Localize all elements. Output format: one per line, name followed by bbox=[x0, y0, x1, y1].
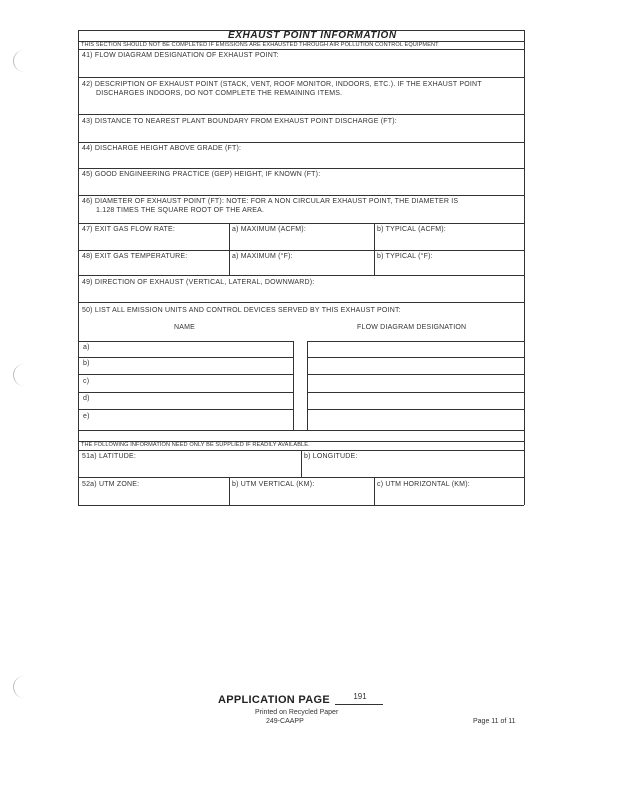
rule bbox=[229, 223, 230, 275]
rule bbox=[78, 477, 524, 478]
rule bbox=[78, 77, 524, 78]
col-flow-header: FLOW DIAGRAM DESIGNATION bbox=[357, 324, 467, 331]
form-frame-right bbox=[524, 30, 525, 505]
rule bbox=[301, 450, 302, 477]
q52b-label: b) UTM VERTICAL (KM): bbox=[232, 481, 315, 488]
q42-label: 42) DESCRIPTION OF EXHAUST POINT (STACK, VENT, ROOF MONITOR, INDOORS, ETC.). IF THE EXHAUST POINT bbox=[82, 81, 482, 88]
rule bbox=[78, 392, 293, 393]
application-page-label: APPLICATION PAGE bbox=[218, 694, 330, 706]
rule bbox=[307, 341, 308, 430]
rule bbox=[374, 477, 375, 505]
q46-label-cont: 1.128 TIMES THE SQUARE ROOT OF THE AREA. bbox=[96, 207, 265, 214]
q45-label: 45) GOOD ENGINEERING PRACTICE (GEP) HEIGHT, IF KNOWN (FT): bbox=[82, 171, 321, 178]
rule bbox=[78, 250, 524, 251]
application-page-number: 191 bbox=[353, 692, 367, 701]
q44-label: 44) DISCHARGE HEIGHT ABOVE GRADE (FT): bbox=[82, 145, 242, 152]
notice-text: THIS SECTION SHOULD NOT BE COMPLETED IF EMISSIONS ARE EXHAUSTED THROUGH AIR POLLUTION CONTROL EQUIPMENT bbox=[81, 42, 439, 48]
row-label-a: a) bbox=[83, 344, 90, 351]
q52a-label: 52a) UTM ZONE: bbox=[82, 481, 140, 488]
page-number-underline bbox=[335, 704, 383, 705]
rule bbox=[78, 374, 293, 375]
rule bbox=[78, 409, 293, 410]
binder-punch-mark bbox=[13, 50, 28, 72]
recycled-paper-note: Printed on Recycled Paper bbox=[255, 709, 339, 716]
q51b-label: b) LONGITUDE: bbox=[304, 453, 358, 460]
rule bbox=[78, 223, 524, 224]
row-label-e: e) bbox=[83, 413, 90, 420]
q46-label: 46) DIAMETER OF EXHAUST POINT (FT): NOTE: FOR A NON CIRCULAR EXHAUST POINT, THE DIAMETER IS bbox=[82, 198, 459, 205]
q42-label-cont: DISCHARGES INDOORS, DO NOT COMPLETE THE REMAINING ITEMS. bbox=[96, 90, 343, 97]
q47a-label: a) MAXIMUM (ACFM): bbox=[232, 226, 306, 233]
q41-label: 41) FLOW DIAGRAM DESIGNATION OF EXHAUST POINT: bbox=[82, 52, 279, 59]
rule bbox=[78, 357, 293, 358]
rule bbox=[78, 430, 524, 431]
rule bbox=[78, 302, 524, 303]
rule bbox=[78, 505, 524, 506]
rule bbox=[307, 392, 524, 393]
rule bbox=[307, 341, 524, 342]
form-code: 249-CAAPP bbox=[266, 718, 304, 725]
rule bbox=[307, 374, 524, 375]
q47-label: 47) EXIT GAS FLOW RATE: bbox=[82, 226, 176, 233]
rule bbox=[78, 49, 524, 50]
col-name-header: NAME bbox=[174, 324, 196, 331]
q43-label: 43) DISTANCE TO NEAREST PLANT BOUNDARY FROM EXHAUST POINT DISCHARGE (FT): bbox=[82, 118, 397, 125]
rule bbox=[293, 341, 294, 430]
rule bbox=[78, 195, 524, 196]
q48-label: 48) EXIT GAS TEMPERATURE: bbox=[82, 253, 188, 260]
page-of-count: Page 11 of 11 bbox=[473, 718, 516, 725]
form-title: EXHAUST POINT INFORMATION bbox=[228, 30, 397, 41]
rule bbox=[78, 341, 293, 342]
binder-punch-mark bbox=[13, 676, 28, 698]
row-label-d: d) bbox=[83, 395, 90, 402]
q47b-label: b) TYPICAL (ACFM): bbox=[377, 226, 446, 233]
rule bbox=[78, 168, 524, 169]
row-label-c: c) bbox=[83, 378, 90, 385]
q52c-label: c) UTM HORIZONTAL (KM): bbox=[377, 481, 470, 488]
supplied-note: THE FOLLOWING INFORMATION NEED ONLY BE SUPPLIED IF READILY AVAILABLE. bbox=[81, 442, 310, 448]
rule bbox=[307, 357, 524, 358]
q51a-label: 51a) LATITUDE: bbox=[82, 453, 137, 460]
rule bbox=[229, 477, 230, 505]
q48a-label: a) MAXIMUM (°F): bbox=[232, 253, 293, 260]
rule bbox=[78, 275, 524, 276]
q49-label: 49) DIRECTION OF EXHAUST (VERTICAL, LATERAL, DOWNWARD): bbox=[82, 279, 315, 286]
binder-punch-mark bbox=[13, 364, 28, 386]
rule bbox=[78, 142, 524, 143]
q50-label: 50) LIST ALL EMISSION UNITS AND CONTROL DEVICES SERVED BY THIS EXHAUST POINT: bbox=[82, 307, 401, 314]
rule bbox=[374, 223, 375, 275]
form-frame-left bbox=[78, 30, 79, 505]
q48b-label: b) TYPICAL (°F): bbox=[377, 253, 433, 260]
row-label-b: b) bbox=[83, 360, 90, 367]
rule bbox=[78, 114, 524, 115]
rule bbox=[307, 409, 524, 410]
